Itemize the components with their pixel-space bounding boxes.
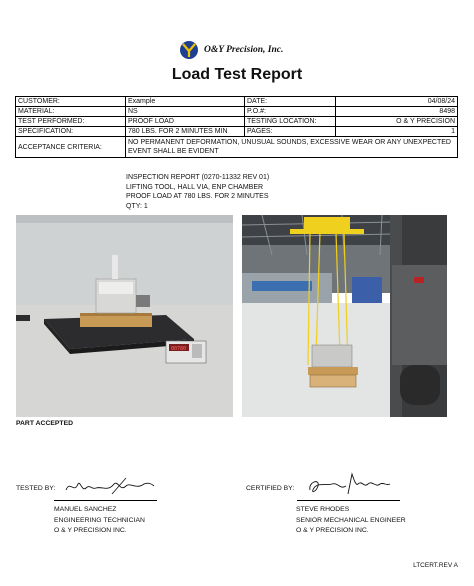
location-label: TESTING LOCATION:	[245, 117, 336, 127]
inspection-line: PROOF LOAD AT 780 LBS. FOR 2 MINUTES	[126, 193, 269, 201]
lift-test-photo	[242, 215, 447, 417]
certified-name: STEVE RHODES	[296, 506, 350, 513]
inspection-line: INSPECTION REPORT (0270-11332 REV 01)	[126, 174, 270, 181]
customer-value: Example	[126, 97, 245, 107]
scale-display-readout: 00780	[171, 346, 187, 352]
criteria-label: ACCEPTANCE CRITERIA:	[16, 137, 126, 158]
pages-label: PAGES:	[245, 127, 336, 137]
report-title: Load Test Report	[171, 66, 303, 83]
tested-by-signature	[64, 476, 156, 498]
material-label: MATERIAL:	[16, 107, 126, 117]
result-status: PART ACCEPTED	[16, 420, 74, 427]
criteria-value: NO PERMANENT DEFORMATION, UNUSUAL SOUNDS, EXCESSIVE WEAR OR ANY UNEXPECTED EVENT SHALL BE EVIDENT	[126, 137, 458, 158]
inspection-details	[126, 173, 269, 212]
report-info-table	[15, 96, 458, 158]
table-row	[16, 107, 458, 117]
tested-company: O & Y PRECISION INC.	[54, 527, 127, 534]
material-value: NS	[126, 107, 245, 117]
form-revision: LTCERT.REV A	[413, 562, 458, 569]
date-label: DATE:	[245, 97, 336, 107]
tested-by-label: TESTED BY:	[16, 485, 56, 492]
inspection-line: QTY: 1	[126, 203, 148, 211]
spec-value: 780 LBS. FOR 2 MINUTES MIN	[126, 127, 245, 137]
tested-title: ENGINEERING TECHNICIAN	[54, 516, 145, 524]
certified-by-label: CERTIFIED BY:	[246, 485, 295, 492]
customer-label: CUSTOMER:	[16, 97, 126, 107]
certified-by-signature	[306, 472, 392, 498]
date-value: 04/08/24	[336, 97, 458, 107]
certified-company: O & Y PRECISION INC.	[296, 527, 369, 534]
spec-label: SPECIFICATION:	[16, 127, 126, 137]
table-row	[16, 117, 458, 127]
test-label: TEST PERFORMED:	[16, 117, 126, 127]
table-row	[16, 127, 458, 137]
scale-test-photo	[16, 215, 233, 417]
company-logo	[178, 40, 283, 60]
tested-signature-line	[54, 500, 157, 501]
po-value: 8498	[336, 107, 458, 117]
pages-value: 1	[336, 127, 458, 137]
tested-by-block	[54, 505, 145, 537]
inspection-line: LIFTING TOOL, HALL VIA, ENP CHAMBER	[126, 183, 264, 191]
test-value: PROOF LOAD	[126, 117, 245, 127]
tested-name: MANUEL SANCHEZ	[54, 506, 117, 513]
table-row	[16, 137, 458, 158]
certified-signature-line	[297, 500, 400, 501]
location-value: O & Y PRECISION	[336, 117, 458, 127]
oy-logo-icon	[178, 40, 200, 60]
certified-by-block	[296, 505, 406, 537]
company-name: O&Y Precision, Inc.	[204, 45, 284, 55]
table-row	[16, 97, 458, 107]
certified-title: SENIOR MECHANICAL ENGINEER	[296, 516, 406, 524]
po-label: P.O.#:	[245, 107, 336, 117]
